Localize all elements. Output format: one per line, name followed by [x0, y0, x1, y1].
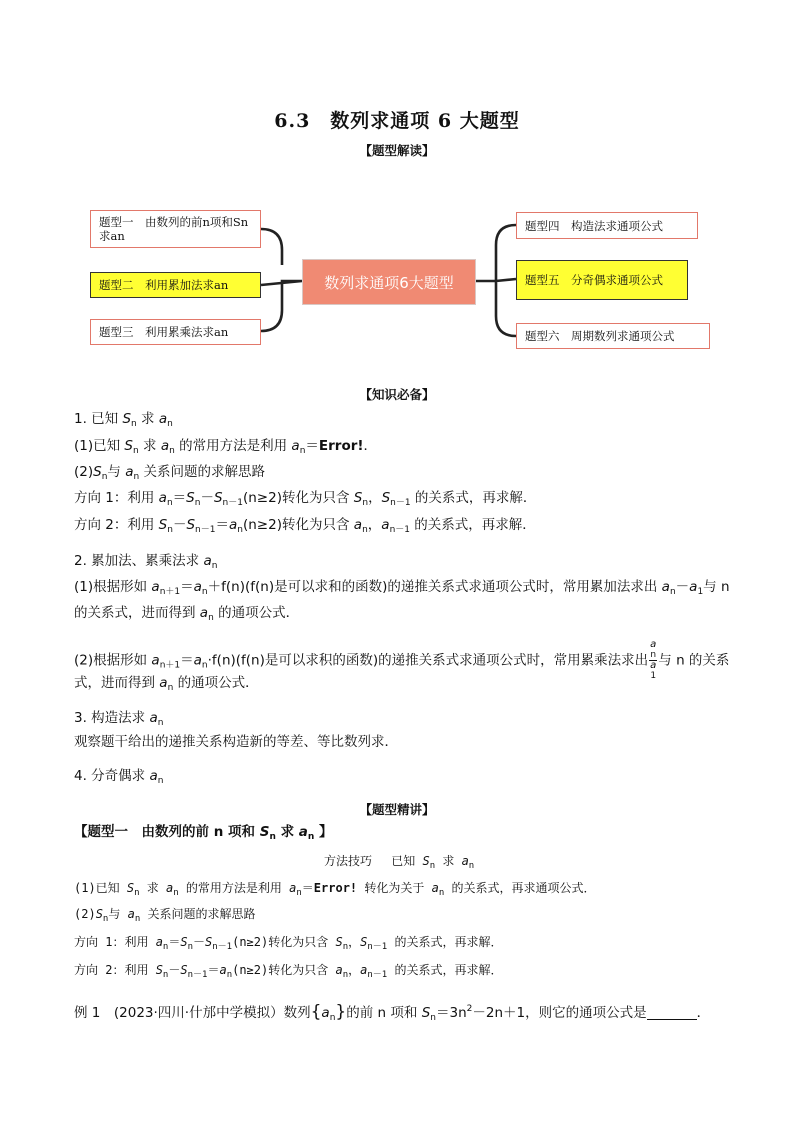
- mindmap-item-type4: 题型四 构造法求通项公式: [516, 212, 698, 239]
- fraction-an-a1: a n a 1: [650, 639, 657, 681]
- knowledge-item-1-line-1: (1)已知 $S_n$ 求 $a_n$ 的常用方法是利用 $a_n=Error$!．: [74, 438, 378, 456]
- method-tips-heading: 方法技巧 已知 $S_n$ 求 $a_n$: [324, 854, 475, 871]
- method-line-3: 方向 1：利用 $a_n=S_n-S_{n-1}(n\ge 2)$转化为只含 $S_n$，$S_{n-1}$ 的关系式，再求解．: [74, 935, 503, 952]
- knowledge-item-3-line-1: 观察题干给出的递推关系构造新的等差、等比数列求．: [74, 734, 398, 750]
- section-lecture-heading: 【题型精讲】: [359, 802, 435, 817]
- section-reading-heading: 【题型解读】: [359, 143, 435, 158]
- knowledge-item-1-line-2: $(2)S_n$与 $a_n$ 关系问题的求解思路: [74, 464, 266, 482]
- section-knowledge-heading: 【知识必备】: [359, 387, 435, 402]
- knowledge-item-2-title: 2. 累加法、累乘法求 $a_n$: [74, 553, 218, 571]
- knowledge-item-1-line-4: 方向 2：利用 $S_n-S_{n-1}=a_n(n\ge 2)$转化为只含 $a_n$，$a_{n-1}$ 的关系式，再求解．: [74, 517, 536, 535]
- mindmap-item-type1: 题型一 由数列的前n项和Sn求an: [90, 210, 261, 248]
- method-line-4: 方向 2：利用 $S_n-S_{n-1}=a_n(n\ge 2)$转化为只含 $a_n$，$a_{n-1}$ 的关系式，再求解．: [74, 963, 503, 980]
- mindmap-item-type2: 题型二 利用累加法求an: [90, 272, 261, 298]
- page-title: 6.3 数列求通项 6 大题型: [274, 110, 520, 132]
- example-1: 例 1 (2023·四川·什邡中学模拟）数列$\{a_n\}$的前 n 项和 $S_n=3n^2-2n+1$，则它的通项公式是 ．: [74, 1002, 711, 1023]
- knowledge-item-4-title: 4. 分奇偶求 $a_n$: [74, 768, 164, 786]
- knowledge-item-1-line-3: 方向 1：利用 $a_n=S_n-S_{n-1}(n\ge 2)$转化为只含 $S_n$，$S_{n-1}$ 的关系式，再求解．: [74, 490, 537, 508]
- answer-blank[interactable]: [647, 1005, 697, 1020]
- knowledge-item-2-line-4: 式，进而得到 $a_n$ 的通项公式．: [74, 675, 259, 693]
- knowledge-item-2-line-2: 的关系式，进而得到 $a_n$ 的通项公式．: [74, 605, 300, 623]
- mindmap-item-type5: 题型五 分奇偶求通项公式: [516, 260, 688, 300]
- knowledge-item-3-title: 3. 构造法求 $a_n$: [74, 710, 164, 728]
- knowledge-item-2-line-3: (2)根据形如 $a_{n+1}=a_n\cdot f(n)(f(n)$是可以求积的函数)的递推关系式求通项公式时，常用累乘法求出 a n a 1 与 n 的关系: [74, 639, 730, 681]
- mindmap-item-type6: 题型六 周期数列求通项公式: [516, 323, 710, 349]
- knowledge-item-1-title: 1. 已知 $S_n$ 求 $a_n$: [74, 411, 173, 429]
- mindmap-center: 数列求通项6大题型: [302, 259, 476, 305]
- method-line-1: (1)已知 $S_n$ 求 $a_n$ 的常用方法是利用 $a_n=Error$! 转化为关于 $a_n$ 的关系式，再求通项公式．: [74, 881, 596, 898]
- method-line-2: $(2)S_n$与 $a_n$ 关系问题的求解思路: [74, 907, 256, 924]
- type1-heading: 【题型一 由数列的前 n 项和 $S_n$ 求 $a_n$ 】: [74, 824, 333, 842]
- mindmap-item-type3: 题型三 利用累乘法求an: [90, 319, 261, 345]
- knowledge-item-2-line-1: (1)根据形如 $a_{n+1}=a_n+f(n)(f(n)$是可以求和的函数)的递推关系式求通项公式时，常用累加法求出 $a_n-a_1$与 n: [74, 579, 730, 597]
